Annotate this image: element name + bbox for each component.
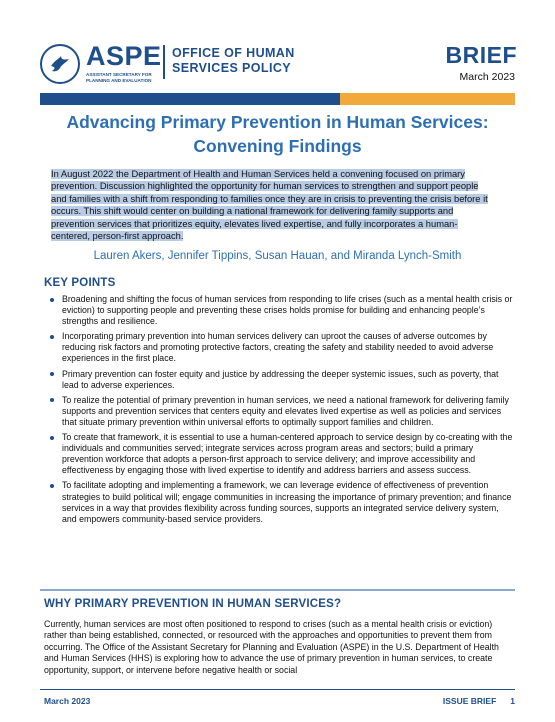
page-number: 1 [510, 696, 515, 706]
abstract-line: prevention. Discussion highlighted the opportunity for human services to strengthen and support people [51, 181, 479, 192]
key-point-item [44, 369, 514, 391]
key-point-item [44, 432, 514, 476]
office-line-2: SERVICES POLICY [172, 61, 291, 75]
abstract-line: occurs. This shift would center on building a national framework for delivering family supports and [51, 206, 454, 217]
key-points-heading: KEY POINTS [44, 277, 116, 289]
abstract-line: centered, person-first approach. [51, 231, 184, 242]
key-point-text: To create that framework, it is essential to use a human-centered approach to service design by co-creating with the individuals and communities served; integrate services across program areas and sectors; build a primary prevention workforce that adopts a person-first approach to service delivery; and improve accessibility and effectiveness by engaging those with lived expertise to identify and address barriers and assess success. [62, 432, 513, 476]
bullet-icon [50, 398, 54, 402]
title-line-1: Advancing Primary Prevention in Human Services: [66, 112, 489, 132]
section-divider [40, 589, 515, 591]
footer-right [429, 696, 515, 706]
authors: Lauren Akers, Jennifer Tippins, Susan Hauan, and Miranda Lynch-Smith [93, 250, 462, 262]
bullet-icon [50, 484, 54, 488]
why-body: Currently, human services are most often positioned to respond to crises (such as a mental health crisis or eviction) rather than being established, connected, or resourced with the approaches and opportunities to prevent them from occurring. The Office of the Assistant Secretary for Planning and Evaluation (ASPE) in the U.S. Department of Health and Human Services (HHS) is exploring how to advance the use of primary prevention in human services, to create opportunity, support, or intervene before negative health or social [44, 619, 499, 675]
bullet-icon [50, 436, 54, 440]
footer-date: March 2023 [44, 696, 91, 706]
office-line-1: OFFICE OF HUMAN [172, 46, 295, 60]
key-point-text: Broadening and shifting the focus of human services from responding to life crises (such as a mental health crisis or eviction) to supporting people and preventing these crises holds promise for building and enhancing people’s strengths and resilience. [62, 294, 513, 327]
abstract [51, 168, 505, 242]
key-point-item [44, 395, 514, 428]
key-point-item [44, 331, 514, 364]
aspe-logo [86, 43, 166, 83]
eagle-icon [47, 51, 73, 77]
bullet-icon [50, 335, 54, 339]
aspe-logo-word: ASPE [86, 41, 162, 71]
abstract-line: In August 2022 the Department of Health and Human Services held a convening focused on primary [51, 169, 465, 179]
header-bar-gold [340, 93, 515, 105]
hhs-seal-icon [40, 44, 80, 84]
key-point-text: To facilitate adopting and implementing a framework, we can leverage evidence of effectiveness of prevention strategies to build political will; engage communities in increasing the importance of primary prevention; and finance services in a way that provides flexibility across funding sources, supports an integrated service delivery system, and empowers community-based service providers. [62, 480, 512, 524]
key-point-text: Incorporating primary prevention into human services delivery can uproot the causes of adverse outcomes by reducing risk factors and promoting protective factors, creating the safety and stability needed to avoid adverse experiences in the first place. [62, 331, 494, 364]
abstract-line: and families with a shift from responding to families once they are in crisis to preventing the crisis before it [51, 193, 488, 204]
bullet-icon [50, 372, 54, 376]
abstract-line: prevention services that prioritizes equity, elevates lived expertise, and fully incorporates a human- [51, 218, 458, 229]
footer-divider [40, 689, 515, 690]
header-bar-blue [40, 93, 340, 105]
header-date: March 2023 [459, 71, 515, 83]
document-title [40, 110, 515, 158]
why-heading: WHY PRIMARY PREVENTION IN HUMAN SERVICES? [44, 598, 342, 610]
aspe-logo-subtitle: ASSISTANT SECRETARY FOR PLANNING AND EVALUATION [86, 72, 152, 83]
key-point-text: To realize the potential of primary prevention in human services, we need a national framework for delivering family supports and prevention services that centers equity and elevates lived expertise as well as policies and services that situate primary prevention within universal efforts to optimally support families and children. [62, 394, 509, 427]
office-name [172, 46, 295, 76]
key-point-item [44, 480, 514, 524]
key-point-text: Primary prevention can foster equity and justice by addressing the deeper systemic issues, such as poverty, that lead to adverse experiences. [62, 368, 499, 390]
title-line-2: Convening Findings [193, 136, 362, 156]
footer-doc-type: ISSUE BRIEF [442, 696, 497, 706]
bullet-icon [50, 298, 54, 302]
doc-type-label: BRIEF [445, 42, 517, 68]
key-point-item [44, 294, 514, 327]
key-points-list [44, 294, 514, 529]
logo-divider [163, 45, 165, 79]
